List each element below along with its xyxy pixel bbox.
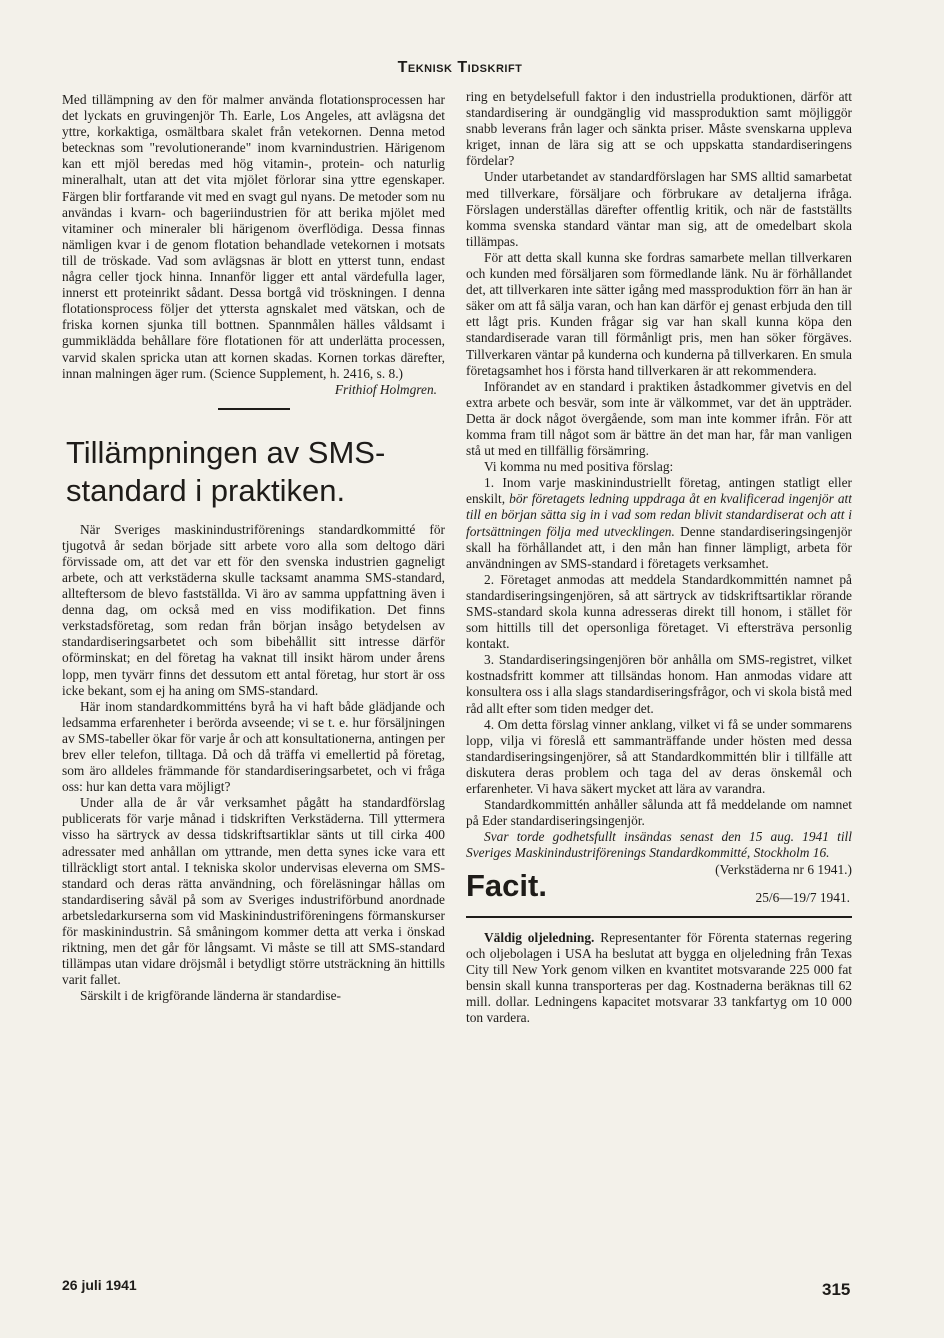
flotation-paragraph: Med tillämpning av den för malmer använda flotationsprocessen har det lyckats en gruvingenjör Th. Earle, Los Angeles, att avlägsna det yttre, korkaktiga, osmältbara skalet från vetekornen. Denna metod betecknas som "revolutionerande" inom kvarnindustrien. Härigenom kan ett mjöl beredas med hög vitamin-, protein- och naturlig mineralhalt, utan att det vita mjölet förlorar sina yttre egenskaper. Färgen blir fortfarande vit med en svagt gul nyans. De metoder som nu användas i kvarn- och bageriindustrien för att berika mjölet med vitaminer och mineraler bli härigenom överflödiga. Dessa finnas nämligen kvar i de genom flotation behandlade vetekornen i motsats till de tröskade. Vad som avlägsnas är blott en ytterst tunn, endast några celler tjock hinna. Innanför ligger ett antal värdefulla lager, innerst ett proteinrikt sådant. Dessa bortgå vid tröskningen. I denna flotationsprocess följer det yttersta agnskalet med vätskan, och de friska kornen sjunka till bottnen. Spannmålen hälles våldsamt i gummiklädda behållare före flotationen för att underlätta processen, varvid skalen spricka utan att kornen skadas. Kornen torkas därefter, innan malningen äger rum. (Science Supplement, h. 2416, s. 8.) [62,92,445,381]
article-paragraph: Särskilt i de krigförande länderna är standardise- [80,988,342,1004]
article-paragraph: Standardkommittén anhåller sålunda att få meddelande om namnet på Eder standardiseringsingenjör. [466,797,852,829]
proposal-item: 3. Standardiseringsingenjören bör anhålla om SMS-registret, vilket kostnadsfritt kommer att tillsändas honom. Han anmodas vidare att konsultera oss i alla slags standardiseringsfrågor, och vi skola bistå med råd allt efter som tiden medger det. [466,652,852,716]
article-headline: Tillämpningen av SMS-standard i praktiken. [66,434,386,508]
facit-heading-row [466,868,852,916]
article-paragraph: När Sveriges maskinindustriförenings standardkommitté för tjugotvå år sedan började sitt arbete voro alla som deltogo däri förvissade om, att det var ett för den svenska industrien gagneligt arbete, och att verkstäderna skulle tacksamt anamma SMS-standard, allteftersom de blevo fastställda. Vi äro av samma uppfattning även i denna dag, om också med en viss modifikation. Det finns verkstadsföretag, som redan från början insågo betydelsen av standardiseringsarbetet och som bibehållit sitt intresse därför oförminskat; en del företag ha vaknat till insikt härom under årens lopp, men tyvärr finns det dessutom ett antal företag, hur stort är oss icke bekant, som ej ha aning om SMS-standard. [62,521,445,698]
proposal-text: 1. Inom varje maskinindustriellt företag, antingen statligt eller enskilt, [466,475,852,507]
footer-date: 26 juli 1941 [62,1277,137,1293]
proposal-item: 2. Företaget anmodas att meddela Standardkommittén namnet på standardiseringsingenjören, så att särtryck av tidskriftsartiklar rörande SMS-standard skola kunna adresseras direkt till honom, i stället för som hittills till det opersonliga företaget. Vi eftersträva personlig kontakt. [466,571,852,652]
right-column [466,89,852,1026]
section-divider [218,408,290,410]
running-header: Teknisk Tidskrift [397,59,523,76]
article-paragraph: Under alla de år vår verksamhet pågått ha standardförslag publicerats för varje månad i tidskriften Verkstäderna. Till yttermera visso ha särtryck av dessa tidskriftsartiklar sänts ut till cirka 400 adressater med anhållan om yttrande, men detta synes icke vara ett tillräckligt stort antal. I tekniska skolor undervisas eleverna om SMS-standard och deras rätta användning, och föreläsningar hållas om standardisering såväl på som av Sveriges industriförbund anordnade arbetsledarkurserna som vid Maskinindustriföreningens förmanskurser för maskinindustrin. Så småningom kommer detta att verka i önskad riktning, men det går för långsamt. Vi måste se till att SMS-standard tillämpas utan vidare dröjsmål i betydligt större utsträckning än hittills varit fallet. [62,795,445,988]
source-citation: (Verkstäderna nr 6 1941.) [715,861,852,877]
article-paragraph: Införandet av en standard i praktiken åstadkommer givetvis en del extra arbete och besvär, som inte är välkommet, var det än uppträder. Detta är dock något övergående, som man inte kommer ifrån. För att komma fram till något som är bättre än det man har, får man vanligen stå ut med en tillfällig försämring. [466,378,852,459]
facit-title: Facit. [466,867,547,903]
facit-date: 25/6—19/7 1941. [755,889,850,905]
news-text: Representanter för Förenta staternas regering och oljebolagen i USA ha beslutat att bygga en oljeledning från Texas City till New York genom vilken en kvantitet motsvarande 225 000 fat bensin skall kunna transporteras per dag. Kostnaderna beräknas till 62 mill. dollar. Ledningens kapacitet motsvarar 33 tankfartyg om 10 000 ton vardera. [466,929,852,1025]
proposal-item: 4. Om detta förslag vinner anklang, vilket vi få se under sommarens lopp, vilja vi föreslå ett sammanträffande under hösten med dessa standardiseringsingenjörer, så att Standardkommittén blir i tillfälle att diskutera deras problem och taga del av deras önskemål och erfarenheter. Vi hava säkert mycket att lära av varandra. [466,716,852,797]
article-paragraph: Här inom standardkommitténs byrå ha vi haft både glädjande och ledsamma erfarenheter i berörda avseende; vi se t. e. hur försäljningen av SMS-tabeller ökar för varje år och att konsultationerna, antingen per brev eller telefon, tilltaga. Då och då träffa vi emellertid på företag, som äro alldeles främmande för standardiseringsarbetet, och vi fråga oss: hur kan detta vara möjligt? [62,698,445,795]
article-paragraph: För att detta skall kunna ske fordras samarbete mellan tillverkaren och kunden med försäljaren som förmedlande länk. Nu är förhållandet det, att tillverkaren inte sätter igång med massproduktion förr än han är säker om att få sälja varan, och han kan därför ej genast erbjuda den till ett lågt pris. Kunden frågar sig var han skall kunna köpa den standardiserade varan till förmånligt pris, men han söker förgäves. Tillverkaren väntar på kunderna och kunderna på tillverkaren. En smula företagsamhet hos i första hand tillverkaren är att rekommendera. [466,249,852,378]
article-paragraph: Under utarbetandet av standardförslagen har SMS alltid samarbetat med tillverkare, försäljare och förbrukare av detaljerna ifråga. Förslagen underställas därefter offentlig kritik, och när de fastställts komma svenska standard väntar man sig, att de omedelbart skola tillämpas. [466,169,852,249]
news-lead: Väldig oljeledning. [484,929,595,945]
news-item [466,930,852,1027]
proposal-item [466,475,852,572]
page-number: 315 [822,1280,851,1299]
article-paragraph: ring en betydelsefull faktor i den industriella produktionen, därför att standardisering är oundgänglig vid massproduktion samt möjliggör snabb leverans från lager och sänkta priser. Måste svenskarna uppleva kriget, innan de lära sig att se och uppskatta standardiseringens fördelar? [466,89,852,169]
reply-note [466,829,852,877]
reply-instructions: Svar torde godhetsfullt insändas senast den 15 aug. 1941 till Sveriges Maskinindustriförenings Standardkommitté, Stockholm 16. [466,829,852,861]
left-column [62,92,445,1005]
article-paragraph: Vi komma nu med positiva förslag: [484,459,674,475]
author-signature: Frithiof Holmgren. [334,381,437,397]
proposal-emphasis: bör företagets ledning uppdraga åt en kvalificerad ingenjör att till en början sätta sig in i vad som redan blivit standardiserat och att i fortsättningen följa med utvecklingen. [466,491,852,539]
facit-rule [466,916,852,918]
proposal-text: Denne standardiseringsingenjör skall ha förhållandet att, i den mån han finner lämpligt, arbeta för användningen av SMS-standard i företagets verksamhet. [466,523,852,571]
